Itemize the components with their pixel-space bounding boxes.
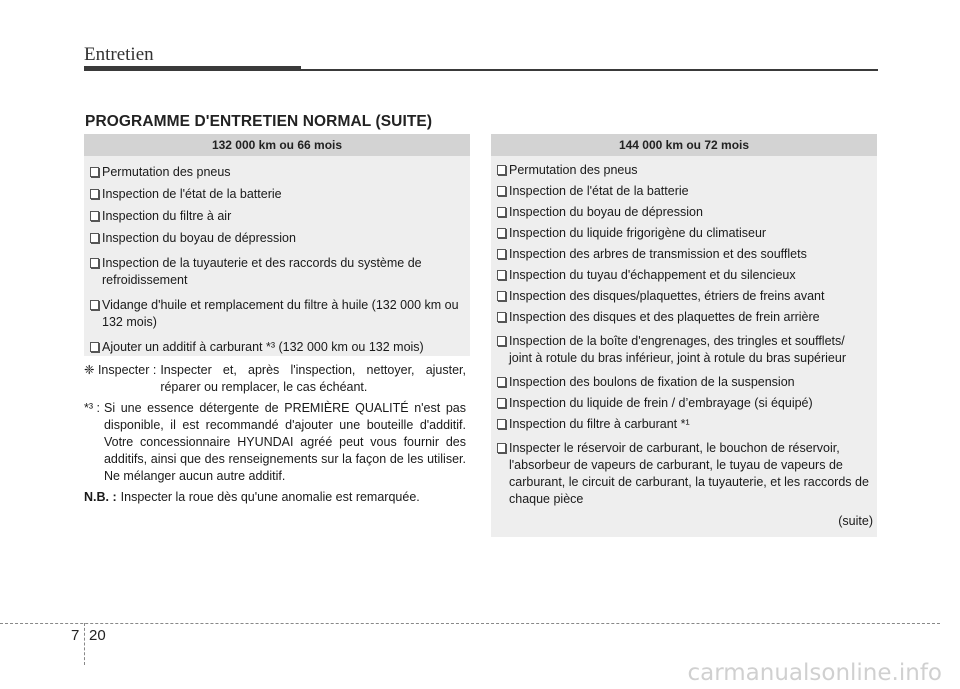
list-item: Inspecter le réservoir de carburant, le bouchon de réservoir, l'absorbeur de vapeurs de carburant, le tuyau de vapeurs de carburant, le circuit de carburant, la tuyauterie, et les raccords de chaque pièce (491, 440, 877, 508)
checkbox-icon (90, 211, 99, 221)
list-item: Inspection du filtre à carburant *¹ (491, 416, 877, 433)
footnote-additive: *³ : Si une essence détergente de PREMIÈRE QUALITÉ n'est pas disponible, il est recommandé d'ajouter une bouteille d'additif. Votre concessionnaire HYUNDAI agréé peut vous fournir des additifs, ainsi que des renseignements sur la façon de les utiliser. Ne mélanger aucun autre additif. (84, 401, 466, 483)
list-item: Inspection de l'état de la batterie (491, 183, 877, 200)
list-item: Inspection des disques/plaquettes, étriers de freins avant (491, 288, 877, 305)
list-item: Inspection du liquide de frein / d’embrayage (si équipé) (491, 395, 877, 412)
checkbox-icon (497, 443, 506, 453)
list-item: Permutation des pneus (491, 162, 877, 179)
note-inspect: ❈ Inspecter : Inspecter et, après l'inspection, nettoyer, ajuster, réparer ou remplacer, le cas échéant. (84, 363, 466, 394)
list-item: Inspection des boulons de fixation de la suspension (491, 374, 877, 391)
checkbox-icon (497, 291, 506, 301)
section-title: PROGRAMME D'ENTRETIEN NORMAL (SUITE) (85, 113, 433, 130)
list-item: Inspection du boyau de dépression (491, 204, 877, 221)
checkbox-icon (90, 342, 99, 352)
header-title: Entretien (84, 44, 154, 65)
checkbox-icon (90, 167, 99, 177)
checklist (84, 156, 470, 356)
checkbox-icon (497, 249, 506, 259)
continued-label: (suite) (838, 514, 873, 528)
footer-rule (0, 623, 940, 624)
checkbox-icon (497, 419, 506, 429)
checkbox-icon (497, 377, 506, 387)
checkbox-icon (90, 189, 99, 199)
list-item: Inspection du filtre à air (84, 208, 470, 225)
list-item: Inspection des arbres de transmission et des soufflets (491, 246, 877, 263)
list-item: Permutation des pneus (84, 164, 470, 181)
panel-heading: 132 000 km ou 66 mois (84, 134, 470, 156)
checkbox-icon (497, 207, 506, 217)
watermark: carmanualsonline.info (687, 660, 942, 686)
checkbox-icon (90, 233, 99, 243)
checkbox-icon (497, 270, 506, 280)
list-item: Vidange d'huile et remplacement du filtre à huile (132 000 km ou 132 mois) (84, 297, 470, 331)
checkbox-icon (497, 398, 506, 408)
list-item: Inspection du boyau de dépression (84, 230, 470, 247)
list-item: Inspection de la boîte d'engrenages, des tringles et soufflets/ joint à rotule du bras inférieur, joint à rotule du bras supérieur (491, 333, 877, 367)
checkbox-icon (497, 228, 506, 238)
checkbox-icon (90, 300, 99, 310)
list-item: Inspection de la tuyauterie et des raccords du système de refroidissement (84, 255, 470, 289)
list-item: Ajouter un additif à carburant *³ (132 000 km ou 132 mois) (84, 339, 470, 356)
page-number: 20 (89, 627, 106, 644)
checkbox-icon (497, 312, 506, 322)
checkbox-icon (497, 186, 506, 196)
header-rule-thick (84, 66, 301, 71)
panel-heading: 144 000 km ou 72 mois (491, 134, 877, 156)
checkbox-icon (497, 165, 506, 175)
maintenance-panel-132000 (84, 134, 470, 356)
list-item: Inspection des disques et des plaquettes de frein arrière (491, 309, 877, 326)
checklist (491, 156, 877, 508)
checkbox-icon (497, 336, 506, 346)
checkbox-icon (90, 258, 99, 268)
list-item: Inspection de l'état de la batterie (84, 186, 470, 203)
notes (84, 362, 466, 510)
note-nb: N.B. : Inspecter la roue dès qu'une anomalie est remarquée. (84, 490, 420, 504)
list-item: Inspection du liquide frigorigène du climatiseur (491, 225, 877, 242)
header-rule-thin (301, 69, 878, 71)
maintenance-panel-144000 (491, 134, 877, 537)
chapter-number: 7 (71, 627, 80, 644)
footer-divider (84, 623, 85, 665)
list-item: Inspection du tuyau d'échappement et du silencieux (491, 267, 877, 284)
